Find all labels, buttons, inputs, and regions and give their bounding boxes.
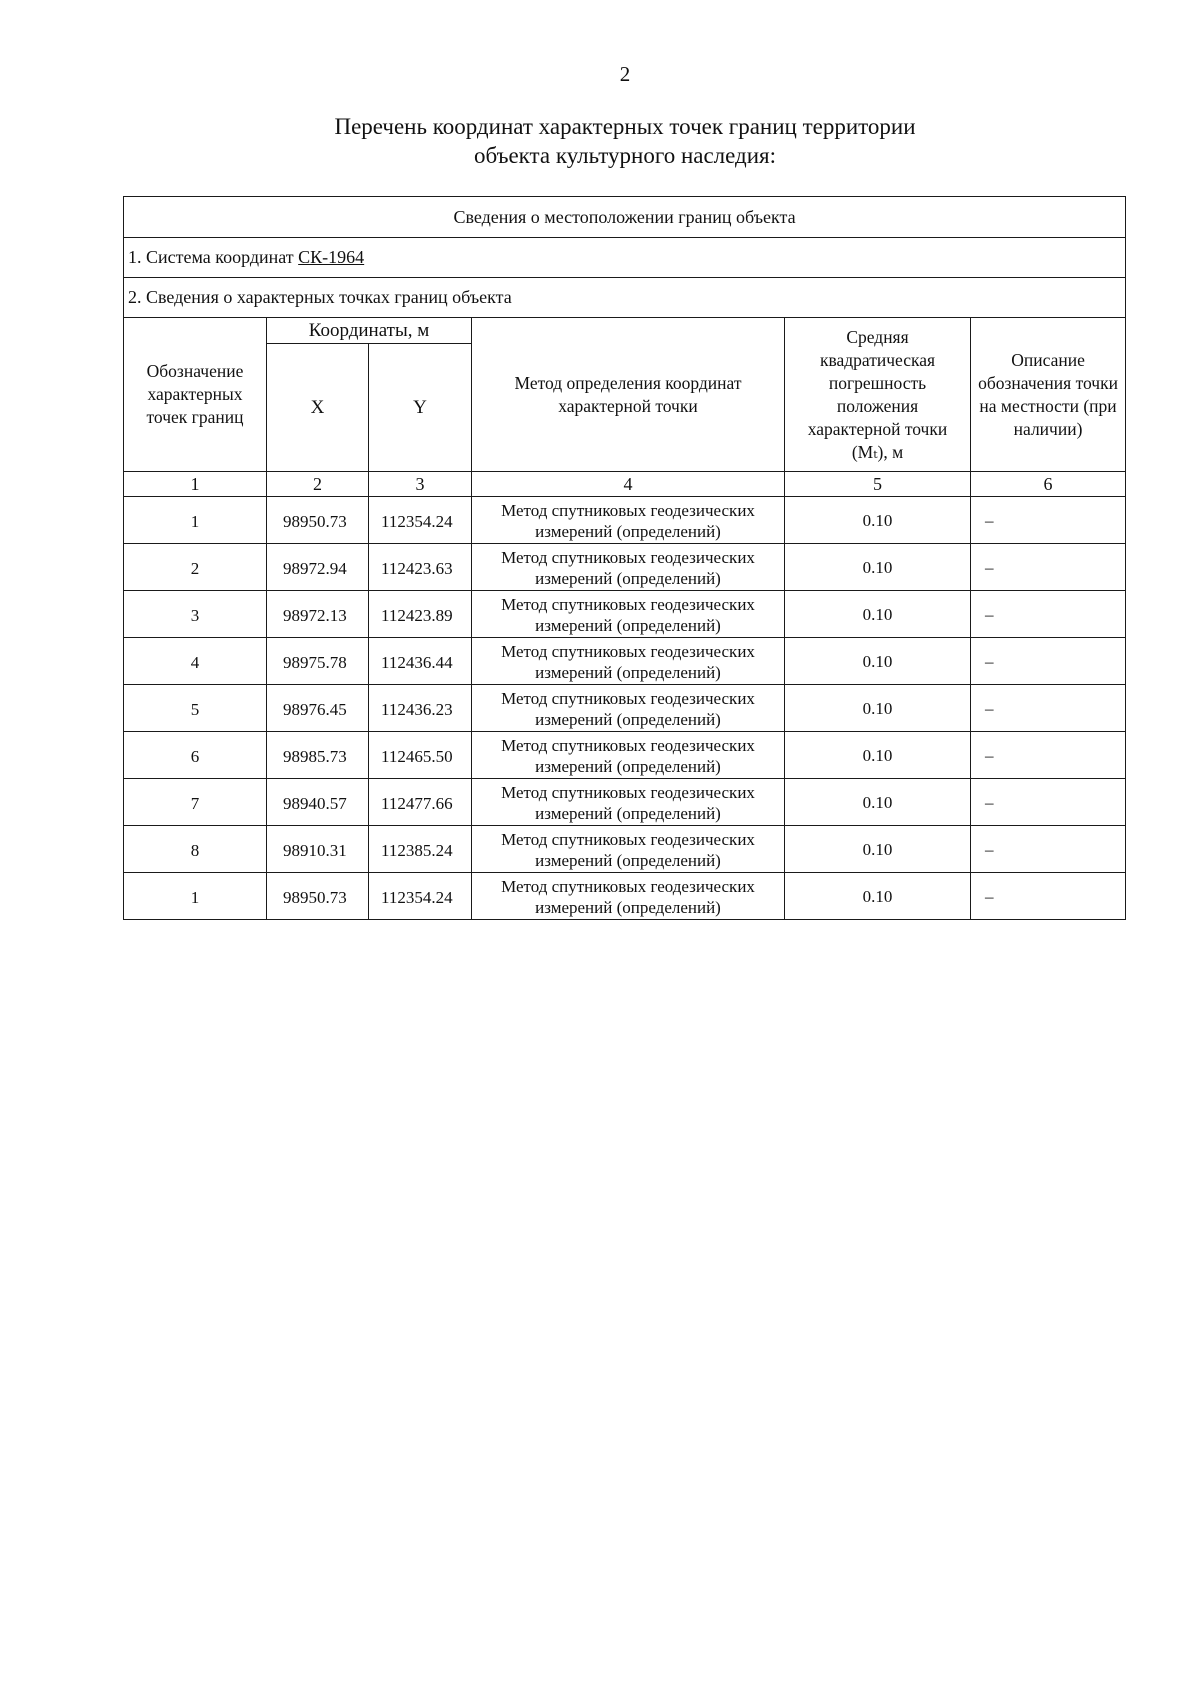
- method-cell: Метод спутниковых геодезических измерений (определений): [472, 638, 785, 685]
- table-row: [124, 638, 1126, 685]
- x-cell: 98972.13: [267, 591, 369, 638]
- error-cell: 0.10: [785, 779, 971, 826]
- y-cell: 112385.24: [369, 826, 472, 873]
- table-row: [124, 826, 1126, 873]
- x-cell: 98940.57: [267, 779, 369, 826]
- error-cell: 0.10: [785, 591, 971, 638]
- coord-system-row: [124, 238, 1126, 278]
- col-designation-header: Обозначение характерных точек границ: [124, 318, 267, 472]
- column-number: 6: [971, 472, 1126, 497]
- section-header-row: [124, 197, 1126, 238]
- y-cell: 112354.24: [369, 873, 472, 920]
- point-cell: 7: [124, 779, 267, 826]
- coordinates-table: [123, 196, 1126, 920]
- table-row: [124, 685, 1126, 732]
- point-cell: 8: [124, 826, 267, 873]
- y-cell: 112423.63: [369, 544, 472, 591]
- table-row: [124, 779, 1126, 826]
- table-row: [124, 591, 1126, 638]
- table-row: [124, 732, 1126, 779]
- points-header-row: [124, 278, 1126, 318]
- description-cell: –: [971, 732, 1126, 779]
- description-cell: –: [971, 544, 1126, 591]
- column-numbers-row: [124, 472, 1126, 497]
- method-cell: Метод спутниковых геодезических измерений (определений): [472, 591, 785, 638]
- method-cell: Метод спутниковых геодезических измерений (определений): [472, 497, 785, 544]
- x-cell: 98975.78: [267, 638, 369, 685]
- page-number: 2: [619, 62, 631, 86]
- point-cell: 4: [124, 638, 267, 685]
- method-cell: Метод спутниковых геодезических измерений (определений): [472, 873, 785, 920]
- error-cell: 0.10: [785, 826, 971, 873]
- description-cell: –: [971, 638, 1126, 685]
- x-cell: 98910.31: [267, 826, 369, 873]
- page-title: [0, 112, 1200, 170]
- coord-system-label: 1. Система координат: [128, 247, 299, 267]
- description-cell: –: [971, 497, 1126, 544]
- column-number: 1: [124, 472, 267, 497]
- x-cell: 98950.73: [267, 873, 369, 920]
- y-cell: 112423.89: [369, 591, 472, 638]
- point-cell: 1: [124, 873, 267, 920]
- error-cell: 0.10: [785, 732, 971, 779]
- column-number: 2: [267, 472, 369, 497]
- point-cell: 6: [124, 732, 267, 779]
- description-cell: –: [971, 591, 1126, 638]
- points-header: 2. Сведения о характерных точках границ объекта: [124, 278, 1126, 318]
- description-cell: –: [971, 826, 1126, 873]
- col-y-header: Y: [369, 344, 472, 472]
- y-cell: 112465.50: [369, 732, 472, 779]
- error-cell: 0.10: [785, 497, 971, 544]
- method-cell: Метод спутниковых геодезических измерений (определений): [472, 826, 785, 873]
- table-row: [124, 497, 1126, 544]
- data-rows: [124, 497, 1126, 920]
- x-cell: 98985.73: [267, 732, 369, 779]
- x-cell: 98976.45: [267, 685, 369, 732]
- col-coordinates-header: Координаты, м: [267, 318, 472, 344]
- point-cell: 2: [124, 544, 267, 591]
- table-row: [124, 544, 1126, 591]
- x-cell: 98950.73: [267, 497, 369, 544]
- description-cell: –: [971, 873, 1126, 920]
- col-x-header: X: [267, 344, 369, 472]
- point-cell: 1: [124, 497, 267, 544]
- col-description-header: Описание обозначения точки на местности (при наличии): [971, 318, 1126, 472]
- point-cell: 3: [124, 591, 267, 638]
- method-cell: Метод спутниковых геодезических измерений (определений): [472, 732, 785, 779]
- section-header: Сведения о местоположении границ объекта: [124, 197, 1126, 238]
- x-cell: 98972.94: [267, 544, 369, 591]
- error-cell: 0.10: [785, 873, 971, 920]
- description-cell: –: [971, 685, 1126, 732]
- y-cell: 112436.23: [369, 685, 472, 732]
- title-line-2: объекта культурного наследия:: [473, 143, 777, 168]
- y-cell: 112354.24: [369, 497, 472, 544]
- column-number: 3: [369, 472, 472, 497]
- method-cell: Метод спутниковых геодезических измерений (определений): [472, 779, 785, 826]
- title-line-1: Перечень координат характерных точек границ территории: [334, 114, 916, 139]
- table-row: [124, 873, 1126, 920]
- method-cell: Метод спутниковых геодезических измерений (определений): [472, 544, 785, 591]
- col-method-header: Метод определения координат характерной точки: [472, 318, 785, 472]
- y-cell: 112477.66: [369, 779, 472, 826]
- point-cell: 5: [124, 685, 267, 732]
- error-cell: 0.10: [785, 685, 971, 732]
- column-number: 5: [785, 472, 971, 497]
- col-error-header: Средняя квадратическая погрешность положения характерной точки (Mₜ), м: [785, 318, 971, 472]
- coord-system: [124, 238, 1126, 278]
- method-cell: Метод спутниковых геодезических измерений (определений): [472, 685, 785, 732]
- coord-system-value: СК-1964: [298, 247, 365, 267]
- error-cell: 0.10: [785, 638, 971, 685]
- error-cell: 0.10: [785, 544, 971, 591]
- y-cell: 112436.44: [369, 638, 472, 685]
- column-header-row-1: [124, 318, 1126, 344]
- description-cell: –: [971, 779, 1126, 826]
- column-number: 4: [472, 472, 785, 497]
